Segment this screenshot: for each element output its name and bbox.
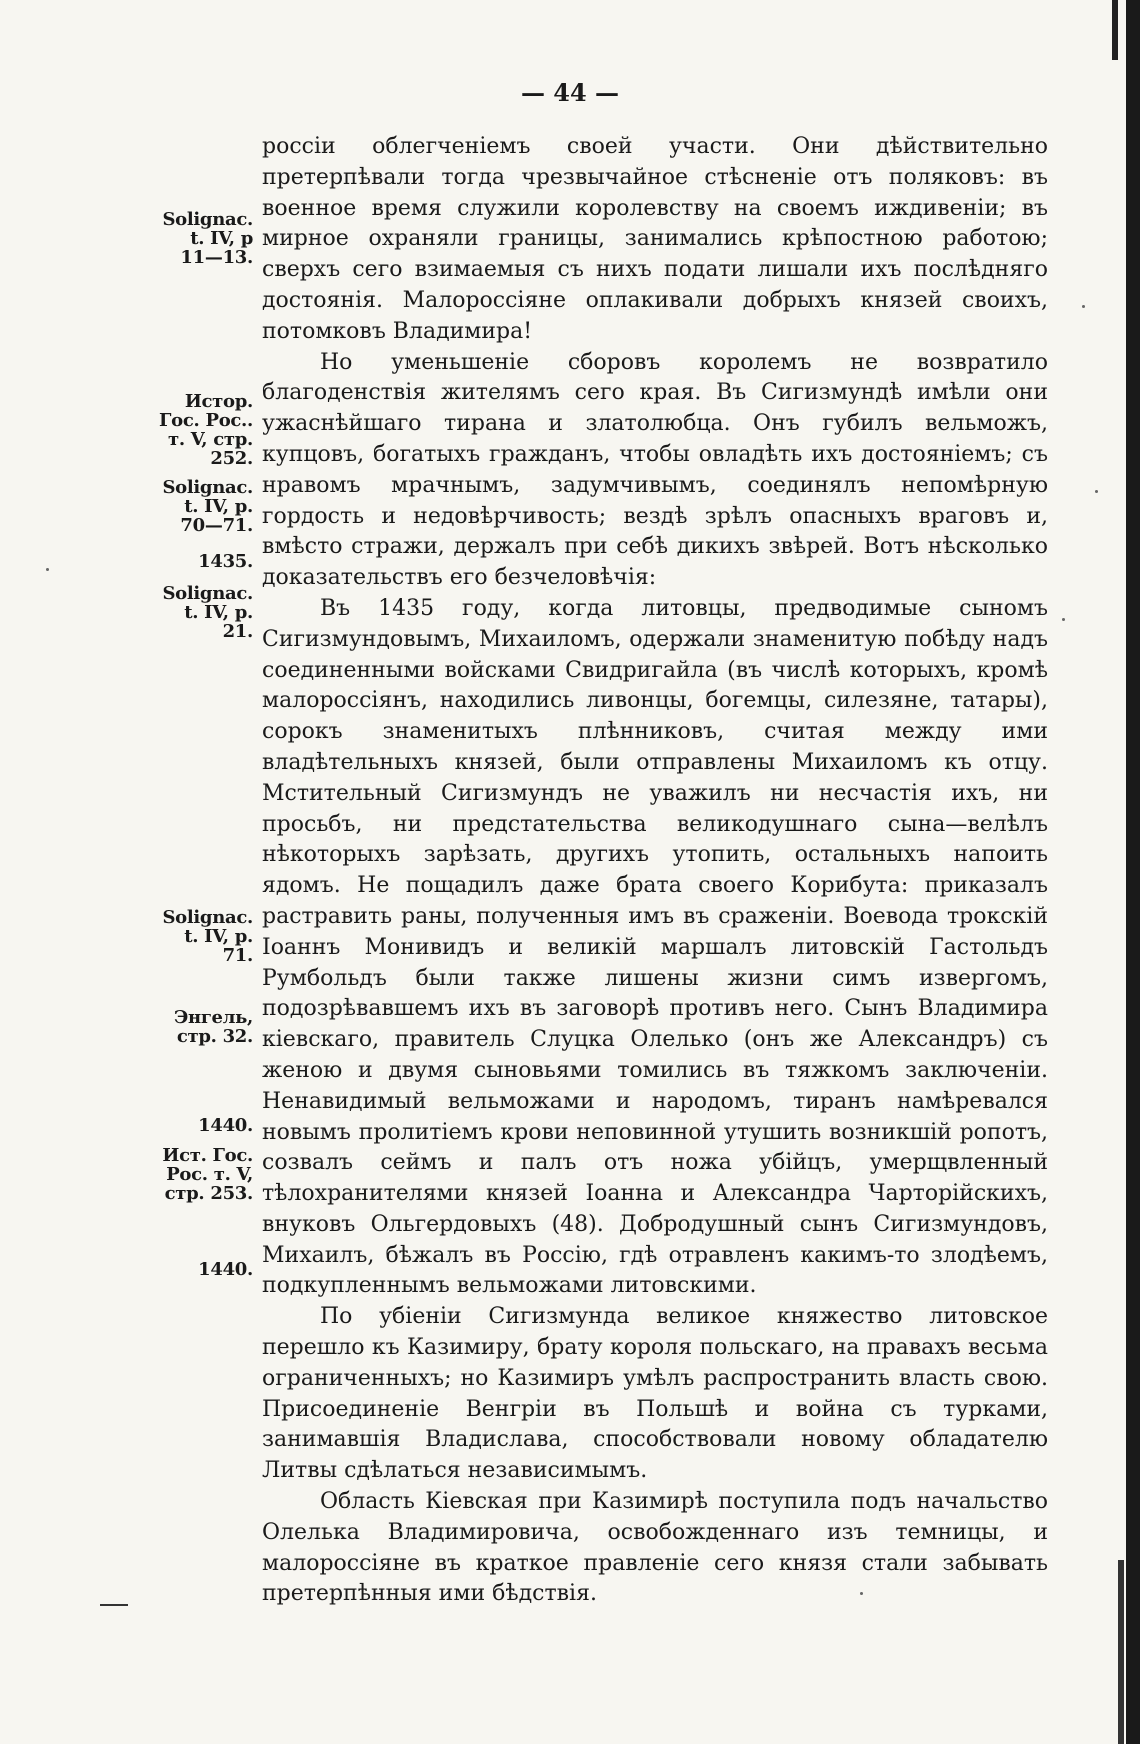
margin-note: Энгель, стр. 32. — [173, 1007, 253, 1047]
scan-dot — [46, 568, 49, 571]
margin-note-year: 1440. — [198, 1259, 253, 1280]
paragraph: По убіеніи Сигизмунда великое княжество литовское перешло къ Казимиру, брату короля польскаго, на правахъ весьма ограниченныхъ; но Казимиръ умѣлъ распространить власть свою. Присоединеніе Венгріи въ Польшѣ и война съ турками, занимавшія Владислава, способствовали новому обладателю Литвы сдѣлаться независимымъ. — [262, 1304, 1048, 1484]
body-text — [262, 132, 1048, 1610]
paragraph: Въ 1435 году, когда литовцы, предводимые сыномъ Сигизмундовымъ, Михаиломъ, одержали знаменитую побѣду надъ соединенными войсками Свидригайла (въ числѣ которыхъ, кромѣ малороссіянъ, находились ливонцы, богемцы, силезяне, татары), сорокъ знаменитыхъ плѣнниковъ, считая между ими владѣтельныхъ князей, были отправлены Михаиломъ къ отцу. Мстительный Сигизмундъ не уважилъ ни несчастія ихъ, ни просьбъ, ни предстательства великодушнаго сына—велѣлъ нѣкоторыхъ зарѣзать, другихъ утопить, остальныхъ напоить ядомъ. Не пощадилъ даже брата своего Корибута: приказалъ растравить раны, полученныя имъ въ сраженіи. Воевода трокскій Іоаннъ Монивидъ и великій маршалъ литовскій Гастольдъ Румбольдъ были также лишены жизни симъ извергомъ, подозрѣвавшемъ ихъ въ заговорѣ противъ него. Сынъ Владимира кіевскаго, правитель Слуцка Олелько (онъ же Александръ) съ женою и двумя сыновьями томились въ тяжкомъ заключеніи. Ненавидимый вельможами и народомъ, тиранъ намѣревался новымъ пролитіемъ крови неповинной утушить возникшій ропотъ, созвалъ сеймъ и палъ отъ ножа убійцъ, умерщвленный тѣлохранителями князей Іоанна и Александра Чарторійскихъ, внуковъ Ольгердовыхъ (48). Добродушный сынъ Сигизмундовъ, Михаилъ, бѣжалъ въ Россію, гдѣ отравленъ какимъ-то злодѣемъ, подкупленнымъ вельможами литовскими. — [262, 595, 1048, 1299]
scan-edge-mark — [1118, 1560, 1124, 1744]
margin-note: Истор. Гос. Рос.. т. V, стр. 252. — [159, 391, 253, 469]
margin-note: Solignac. t. IV, p. 71. — [162, 907, 253, 966]
scan-edge — [1126, 0, 1140, 1744]
paragraph: Область Кіевская при Казимирѣ поступила подъ начальство Олелька Владимировича, освобожденнаго изъ темницы, и малороссіяне въ краткое правленіе сего князя стали забывать претерпѣнныя ими бѣдствія. — [262, 1489, 1048, 1607]
scan-edge-mark — [1112, 0, 1118, 60]
margin-note: Solignac. t. IV, p. 21. — [162, 583, 253, 642]
paragraph: россіи облегченіемъ своей участи. Они дѣйствительно претерпѣвали тогда чрезвычайное стѣсненіе отъ поляковъ: въ военное время служили королевству на своемъ иждивеніи; въ мирное охраняли границы, занимались крѣпостною работою; сверхъ сего взимаемыя съ нихъ подати лишали ихъ послѣдняго достоянія. Малороссіяне оплакивали добрыхъ князей своихъ, потомковъ Владимира! — [262, 134, 1048, 344]
scan-dot — [1062, 618, 1065, 621]
scan-dash — [100, 1604, 128, 1606]
margin-note-year: 1440. — [198, 1115, 253, 1136]
scan-dot — [1082, 305, 1085, 308]
page-number: — 44 — — [520, 78, 620, 107]
scan-dot — [860, 1592, 863, 1595]
margin-note: Ист. Гос. Рос. т. V, стр. 253. — [162, 1145, 253, 1204]
margin-note-year: 1435. — [198, 551, 253, 572]
margin-note: Solignac. t. IV, p 11—13. — [162, 209, 253, 268]
paragraph: Но уменьшеніе сборовъ королемъ не возвратило благоденствія жителямъ сего края. Въ Сигизмундѣ имѣли они ужаснѣйшаго тирана и златолюбца. Онъ губилъ вельможъ, купцовъ, богатыхъ гражданъ, чтобы овладѣть ихъ достояніемъ; съ нравомъ мрачнымъ, задумчивымъ, соединялъ непомѣрную гордость и недовѣрчивость; вездѣ зрѣлъ опасныхъ враговъ и, вмѣсто стражи, держалъ при себѣ дикихъ звѣрей. Вотъ нѣсколько доказательствъ его безчеловѣчія: — [262, 349, 1048, 591]
scan-dot — [1095, 490, 1098, 493]
margin-note: Solignac. t. IV, p. 70—71. — [162, 477, 253, 536]
